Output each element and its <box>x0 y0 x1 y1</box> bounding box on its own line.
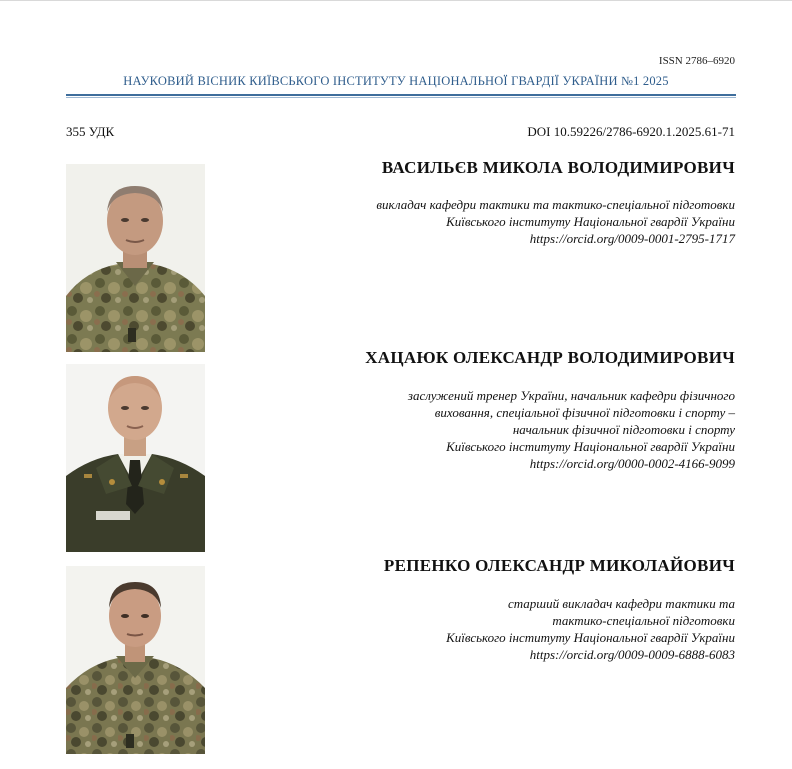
author-1-line-2: Київського інституту Національної гвардії України <box>446 214 735 229</box>
author-2-orcid-link[interactable]: https://orcid.org/0000-0002-4166-9099 <box>529 456 735 471</box>
author-info-3 <box>446 595 735 663</box>
author-1-orcid-link[interactable]: https://orcid.org/0009-0001-2795-1717 <box>529 231 735 246</box>
journal-title: НАУКОВИЙ ВІСНИК КИЇВСЬКОГО ІНСТИТУТУ НАЦІОНАЛЬНОЇ ГВАРДІЇ УКРАЇНИ №1 2025 <box>123 74 669 88</box>
author-info-1 <box>376 196 735 247</box>
author-name-1: ВАСИЛЬЄВ МИКОЛА ВОЛОДИМИРОВИЧ <box>381 158 735 177</box>
author-3-line-3: Київського інституту Національної гвардії України <box>446 630 735 645</box>
author-name-3: РЕПЕНКО ОЛЕКСАНДР МИКОЛАЙОВИЧ <box>383 556 735 575</box>
udk-label: 355 УДК <box>66 124 115 139</box>
header-rule <box>66 94 736 96</box>
author-3-line-2: тактико-спеціальної підготовки <box>552 613 735 628</box>
doi-label: DOI 10.59226/2786-6920.1.2025.61-71 <box>527 124 735 139</box>
top-border <box>0 0 792 1</box>
author-2-line-2: виховання, спеціальної фізичної підготовки і спорту – <box>434 405 735 420</box>
issn-label: ISSN 2786–6920 <box>658 55 735 67</box>
author-1-line-1: викладач кафедри тактики та тактико-спеціальної підготовки <box>376 197 735 212</box>
author-2-line-4: Київського інституту Національної гвардії України <box>446 439 735 454</box>
header-rule-thin <box>66 97 736 98</box>
author-info-2 <box>408 387 735 472</box>
author-photo-2 <box>66 364 205 552</box>
author-photo-1 <box>66 164 205 352</box>
author-name-2: ХАЦАЮК ОЛЕКСАНДР ВОЛОДИМИРОВИЧ <box>365 348 735 367</box>
author-2-line-1: заслужений тренер України, начальник кафедри фізичного <box>407 388 735 403</box>
author-3-orcid-link[interactable]: https://orcid.org/0009-0009-6888-6083 <box>529 647 735 662</box>
author-3-line-1: старший викладач кафедри тактики та <box>507 596 735 611</box>
author-2-line-3: начальник фізичної підготовки і спорту <box>512 422 735 437</box>
author-photo-3 <box>66 566 205 754</box>
